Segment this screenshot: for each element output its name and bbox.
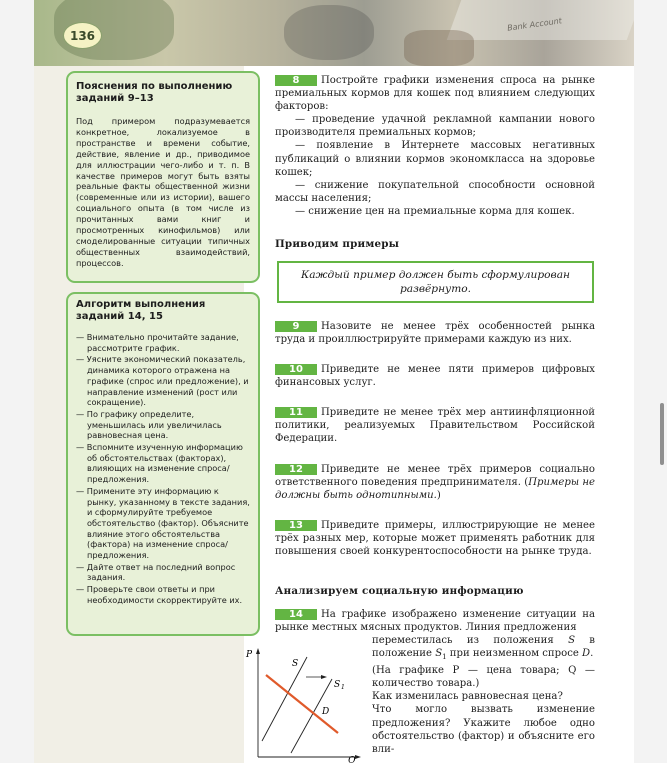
algorithm-step: — Примените эту информацию к рынку, указанному в тексте задания, и сформулируйте требуемое обстоятельство (фактор). Объясните влияние этого обстоятельства (фактора) на изменение спроса/предложения. — [76, 485, 250, 561]
banner-text: Bank Account — [506, 16, 563, 33]
algorithm-list — [76, 332, 250, 606]
explanations-text: Под примером подразумевается конкретное, локализуемое в пространстве и времени событие, действие, явление и др., приводимое для иллюстрации чего-либо и т. п. В качестве примеров могут быть взяты реальные факты общественной жизни (современные или из истории), вашего социального опыта (в том числе из прочитанных вами книг и просмотренных кинофильмов) или смоделированные ситуации типичных общественных взаимодействий, процессов. — [76, 116, 250, 268]
task-text: Приведите не менее пяти примеров цифровых финансовых услуг. — [275, 364, 595, 389]
task-text-italic: Примеры не должны быть однотипными. — [275, 477, 595, 502]
s1-subscript: 1 — [341, 684, 345, 691]
task-number-badge: 9 — [275, 321, 317, 332]
task-12 — [275, 463, 595, 502]
shift-arrow-head — [321, 675, 327, 679]
y-axis-arrow — [256, 648, 260, 654]
page-number: 136 — [63, 22, 102, 49]
section-heading-analysis: Анализируем социальную информацию — [275, 585, 524, 597]
task-11 — [275, 406, 595, 445]
task-text: Назовите не менее трёх особенностей рынка труда и проиллюстрируйте примерами каждую из них. — [275, 321, 595, 346]
d-label: D — [322, 707, 330, 717]
task-14-line: Как изменилась равновесная цена? — [372, 691, 563, 703]
task-8 — [275, 74, 595, 218]
demand-line-d — [266, 675, 341, 733]
task-14-continuation — [372, 634, 595, 756]
task-text: Постройте графики изменения спроса на рынке премиальных кормов для кошек под влиянием следующих факторов: — [275, 75, 595, 113]
algorithm-step: — Дайте ответ на последний вопрос задания. — [76, 561, 236, 583]
p-label: P — [246, 650, 253, 660]
task-text: Приведите не менее трёх мер антиинфляционной политики, реализуемых Правительством Российской Федерации. — [275, 407, 595, 445]
section-heading-examples: Приводим примеры — [275, 238, 400, 250]
task-number-badge: 8 — [275, 75, 317, 86]
q-label: Q — [348, 756, 356, 763]
task-14-line: переместилась из положения S в положение $S_1$ при неизменном спросе D. — [372, 635, 595, 662]
task-14-line: (На графике P — цена товара; Q — количество товара.) — [372, 665, 595, 690]
explanations-title: Пояснения по выполнению заданий 9–13 — [76, 81, 233, 104]
task-item: — снижение цен на премиальные корма для кошек. — [295, 205, 575, 217]
note-box: Каждый пример должен быть сформулирован развёрнуто. — [277, 261, 594, 303]
header-banner-image — [34, 0, 634, 66]
task-number-badge: 13 — [275, 520, 317, 531]
task-item: — снижение покупательной способности основной массы населения; — [275, 179, 595, 204]
algorithm-step: — По графику определите, уменьшилась или увеличилась равновесная цена. — [76, 408, 222, 441]
task-text: На графике изображено изменение ситуации на рынке местных мясных продуктов. Линия предложения — [275, 609, 595, 634]
task-number-badge: 12 — [275, 464, 317, 475]
task-item: — появление в Интернете массовых негативных публикаций о влиянии кормов экономкласса на здоровье кошек; — [275, 140, 595, 178]
task-text-close: ) — [436, 490, 441, 502]
algorithm-title: Алгоритм выполнения заданий 14, 15 — [76, 299, 206, 322]
supply-line-s — [262, 657, 307, 741]
task-text: Приведите не менее трёх примеров социально ответственного поведения предпринимателя. ( — [275, 464, 595, 489]
task-text: Приведите примеры, иллюстрирующие не менее трёх разных мер, которые может применять работник для повышения своей конкурентоспособности на рынке труда. — [275, 520, 595, 558]
task-number-badge: 14 — [275, 609, 317, 620]
task-9 — [275, 320, 595, 346]
explanations-box — [66, 71, 260, 283]
task-13 — [275, 519, 595, 558]
algorithm-step: — Вспомните изученную информацию об обстоятельствах (факторах), влияющих на изменение спроса/предложения. — [76, 442, 243, 485]
task-10 — [275, 363, 595, 389]
algorithm-step: — Уясните экономический показатель, динамика которого отражена на графике (спрос или предложение), и направление изменений (рост или сокращение). — [76, 354, 249, 408]
left-margin — [0, 0, 34, 763]
task-item: — проведение удачной рекламной кампании нового производителя премиальных кормов; — [275, 114, 595, 139]
algorithm-step: — Проверьте свои ответы и при необходимости скорректируйте их. — [76, 584, 243, 605]
algorithm-step: — Внимательно прочитайте задание, рассмотрите график. — [76, 332, 239, 353]
s1-label: S — [334, 680, 341, 690]
task-14 — [275, 608, 595, 634]
task-14-line: Что могло вызвать изменение предложения? Укажите любое одно обстоятельство (фактор) и объясните его вли- — [372, 704, 595, 755]
right-margin — [634, 0, 667, 763]
scrollbar-thumb[interactable] — [660, 403, 664, 465]
task-number-badge: 10 — [275, 364, 317, 375]
algorithm-box — [66, 292, 260, 636]
s-label: S — [292, 659, 299, 669]
x-axis-arrow — [355, 755, 361, 759]
task-number-badge: 11 — [275, 407, 317, 418]
supply-demand-chart — [244, 645, 370, 763]
